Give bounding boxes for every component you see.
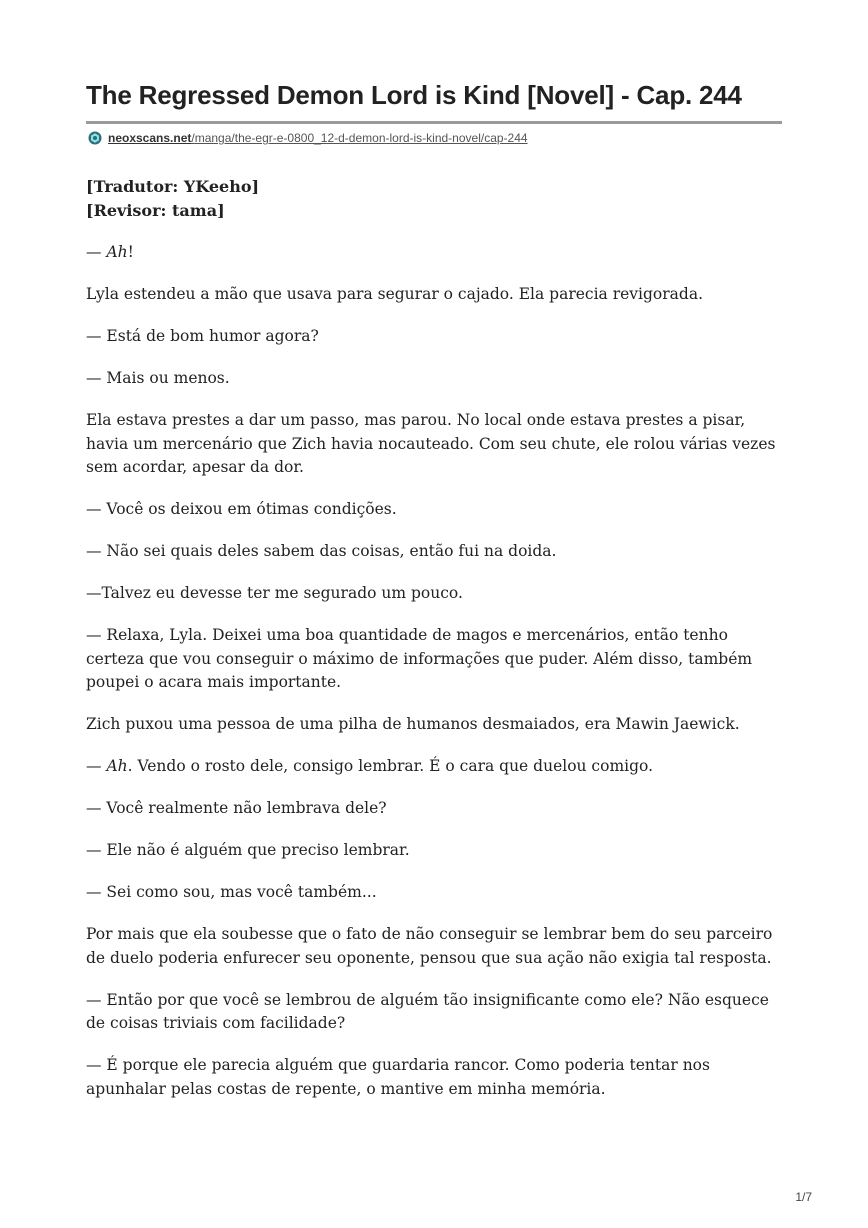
paragraph: — Relaxa, Lyla. Deixei uma boa quantidade de magos e mercenários, então tenho certeza que vou conseguir o máximo de informações que puder. Além disso, também poupei o acara mais importante. — [86, 626, 753, 691]
paragraph-prefix: — — [86, 243, 107, 261]
paragraph: — Mais ou menos. — [86, 369, 230, 387]
paragraph: Zich puxou uma pessoa de uma pilha de humanos desmaiados, era Mawin Jaewick. — [86, 715, 740, 733]
paragraph — [86, 241, 786, 265]
paragraph-emphasis: Ah — [106, 757, 128, 775]
page-title: The Regressed Demon Lord is Kind [Novel] - Cap. 244 — [86, 80, 742, 110]
chapter-content — [86, 175, 786, 1120]
paragraph: — Então por que você se lembrou de alguém tão insignificante como ele? Não esquece de coisas triviais com facilidade? — [86, 990, 769, 1032]
source-path[interactable]: /manga/the-egr-e-0800_12-d-demon-lord-is-kind-novel/cap-244 — [191, 131, 528, 145]
source-domain[interactable]: neoxscans.net — [108, 131, 192, 145]
paragraph: — Não sei quais deles sabem das coisas, então fui na doida. — [86, 542, 557, 560]
translator-credit: [Tradutor: YKeeho] — [86, 177, 260, 196]
paragraph: —Talvez eu devesse ter me segurado um pouco. — [86, 584, 463, 602]
paragraph: — Está de bom humor agora? — [86, 327, 319, 345]
paragraph-suffix: . Vendo o rosto dele, consigo lembrar. É o cara que duelou comigo. — [127, 757, 654, 775]
credits-block — [86, 175, 786, 222]
paragraph: Por mais que ela soubesse que o fato de não conseguir se lembrar bem do seu parceiro de duelo poderia enfurecer seu oponente, pensou que sua ação não exigia tal resposta. — [86, 925, 773, 967]
page-number: 1/7 — [795, 1190, 812, 1204]
paragraph: — Você realmente não lembrava dele? — [86, 799, 387, 817]
reviewer-credit: [Revisor: tama] — [86, 200, 225, 220]
paragraph: — Sei como sou, mas você também... — [86, 883, 377, 901]
site-favicon-icon — [88, 131, 102, 145]
paragraph: Lyla estendeu a mão que usava para segurar o cajado. Ela parecia revigorada. — [86, 285, 703, 303]
source-link[interactable] — [88, 130, 528, 146]
paragraph — [86, 755, 786, 779]
paragraph: — É porque ele parecia alguém que guardaria rancor. Como poderia tentar nos apunhalar pelas costas de repente, o mantive em minha memória. — [86, 1056, 710, 1098]
title-divider — [86, 121, 782, 124]
paragraph-suffix: ! — [127, 243, 134, 261]
paragraph-emphasis: Ah — [106, 243, 128, 261]
paragraph: — Você os deixou em ótimas condições. — [86, 500, 397, 518]
paragraph-prefix: — — [86, 757, 107, 775]
paragraph: — Ele não é alguém que preciso lembrar. — [86, 841, 410, 859]
paragraph: Ela estava prestes a dar um passo, mas parou. No local onde estava prestes a pisar, havia um mercenário que Zich havia nocauteado. Com seu chute, ele rolou várias vezes sem acordar, apesar da dor. — [86, 411, 776, 476]
